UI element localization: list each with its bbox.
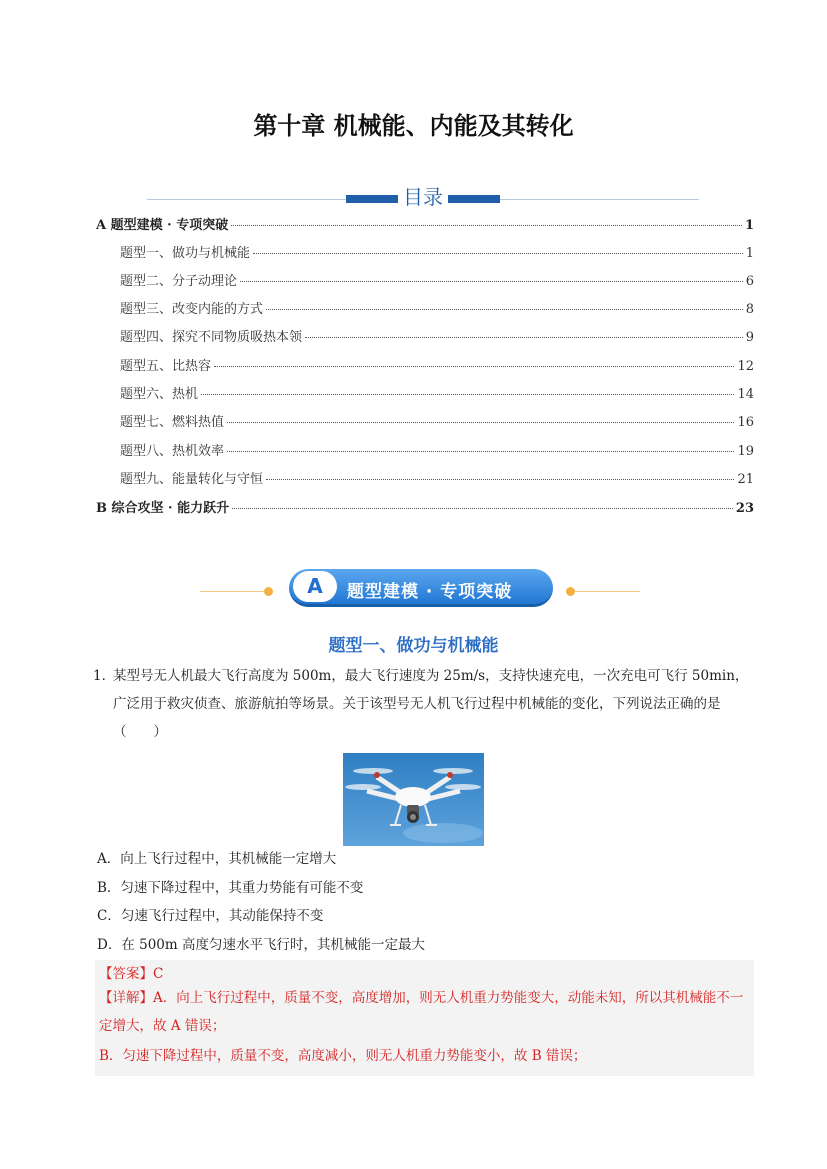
- toc-entry-label: 题型九、能量转化与守恒: [120, 472, 264, 487]
- toc-entry-page: 1: [744, 218, 754, 233]
- option-d[interactable]: D．在 500m 高度匀速水平飞行时，其机械能一定最大: [97, 937, 425, 953]
- option-b[interactable]: B．匀速下降过程中，其重力势能有可能不变: [97, 880, 364, 896]
- toc-heading: [147, 180, 699, 216]
- toc-bar-left: [346, 195, 398, 203]
- banner-line-right: [570, 591, 640, 592]
- toc-entry-type-8[interactable]: [120, 440, 754, 460]
- toc-entry-label: 题型四、探究不同物质吸热本领: [120, 330, 303, 345]
- question-number: 1．: [93, 668, 116, 684]
- toc-entry-page: 16: [737, 415, 754, 430]
- section-banner: [200, 567, 640, 611]
- toc-entry-label: B 综合攻坚 · 能力跃升: [96, 501, 230, 516]
- toc-entry-page: 12: [737, 359, 754, 374]
- toc-leader: [231, 225, 742, 226]
- toc-leader: [305, 337, 743, 338]
- toc-entry-label: 题型二、分子动理论: [120, 274, 238, 289]
- toc-entry-label: 题型六、热机: [120, 387, 199, 402]
- answer-detail-a: 【详解】A．向上飞行过程中，质量不变，高度增加，则无人机重力势能变大，动能未知，所以其机械能不一定增大，故 A 错误；: [99, 990, 744, 1034]
- answer-box: [95, 960, 754, 1076]
- option-a[interactable]: A．向上飞行过程中，其机械能一定增大: [97, 851, 337, 867]
- toc-entry-label: A 题型建模 · 专项突破: [96, 218, 229, 233]
- banner-pill: [289, 569, 553, 607]
- banner-letter-badge: A: [293, 571, 337, 602]
- banner-dot-right: [566, 587, 575, 596]
- toc-leader: [227, 422, 734, 423]
- toc-entry-type-4[interactable]: [120, 326, 754, 346]
- toc-leader: [253, 253, 743, 254]
- section-title: 题型一、做功与机械能: [328, 636, 499, 656]
- toc-entry-type-5[interactable]: [120, 355, 754, 375]
- toc-leader: [227, 451, 734, 452]
- toc-leader: [232, 508, 733, 509]
- toc-entry-type-3[interactable]: [120, 298, 754, 318]
- toc-entry-type-6[interactable]: [120, 383, 754, 403]
- toc-leader: [214, 366, 734, 367]
- toc-entry-label: 题型七、燃料热值: [120, 415, 225, 430]
- toc-leader: [266, 479, 734, 480]
- toc-entry-b[interactable]: [96, 497, 754, 517]
- toc-entry-label: 题型一、做功与机械能: [120, 246, 251, 261]
- drone-illustration: [343, 753, 484, 846]
- answer-line: 【答案】C: [99, 966, 164, 982]
- toc-entry-label: 题型八、热机效率: [120, 444, 225, 459]
- toc-entry-page: 1: [745, 246, 754, 261]
- question-stem: [93, 662, 757, 746]
- toc-entry-page: 21: [737, 472, 754, 487]
- toc-leader: [240, 281, 743, 282]
- toc-entry-label: 题型三、改变内能的方式: [120, 302, 264, 317]
- toc-entry-a[interactable]: [96, 214, 754, 234]
- toc-entry-page: 23: [735, 501, 754, 516]
- banner-line-left: [200, 591, 270, 592]
- toc-entry-type-2[interactable]: [120, 270, 754, 290]
- toc-entry-type-1[interactable]: [120, 242, 754, 262]
- drone-photo: [343, 753, 484, 846]
- toc-heading-label: 目录: [398, 181, 448, 210]
- option-c[interactable]: C．匀速飞行过程中，其动能保持不变: [97, 908, 324, 924]
- banner-text: 题型建模 · 专项突破: [347, 582, 513, 602]
- page-title: 第十章 机械能、内能及其转化: [253, 112, 574, 140]
- toc-entry-page: 9: [745, 330, 754, 345]
- toc-entry-page: 8: [745, 302, 754, 317]
- toc-entry-page: 19: [737, 444, 754, 459]
- toc-entry-label: 题型五、比热容: [120, 359, 212, 374]
- toc-entry-type-7[interactable]: [120, 411, 754, 431]
- toc-entry-page: 14: [737, 387, 754, 402]
- toc-entry-page: 6: [745, 274, 754, 289]
- toc-entry-type-9[interactable]: [120, 468, 754, 488]
- toc-bar-right: [448, 195, 500, 203]
- toc-leader: [201, 394, 734, 395]
- answer-detail-b: B．匀速下降过程中，质量不变，高度减小，则无人机重力势能变小，故 B 错误；: [99, 1048, 587, 1064]
- question-text: 某型号无人机最大飞行高度为 500m，最大飞行速度为 25m/s，支持快速充电，一次充电可飞行 50min，广泛用于救灾侦查、旅游航拍等场景。关于该型号无人机飞行过程中机械能的变化，下列说法正确的是（ ）: [113, 668, 749, 740]
- toc-leader: [266, 309, 743, 310]
- banner-dot-left: [264, 587, 273, 596]
